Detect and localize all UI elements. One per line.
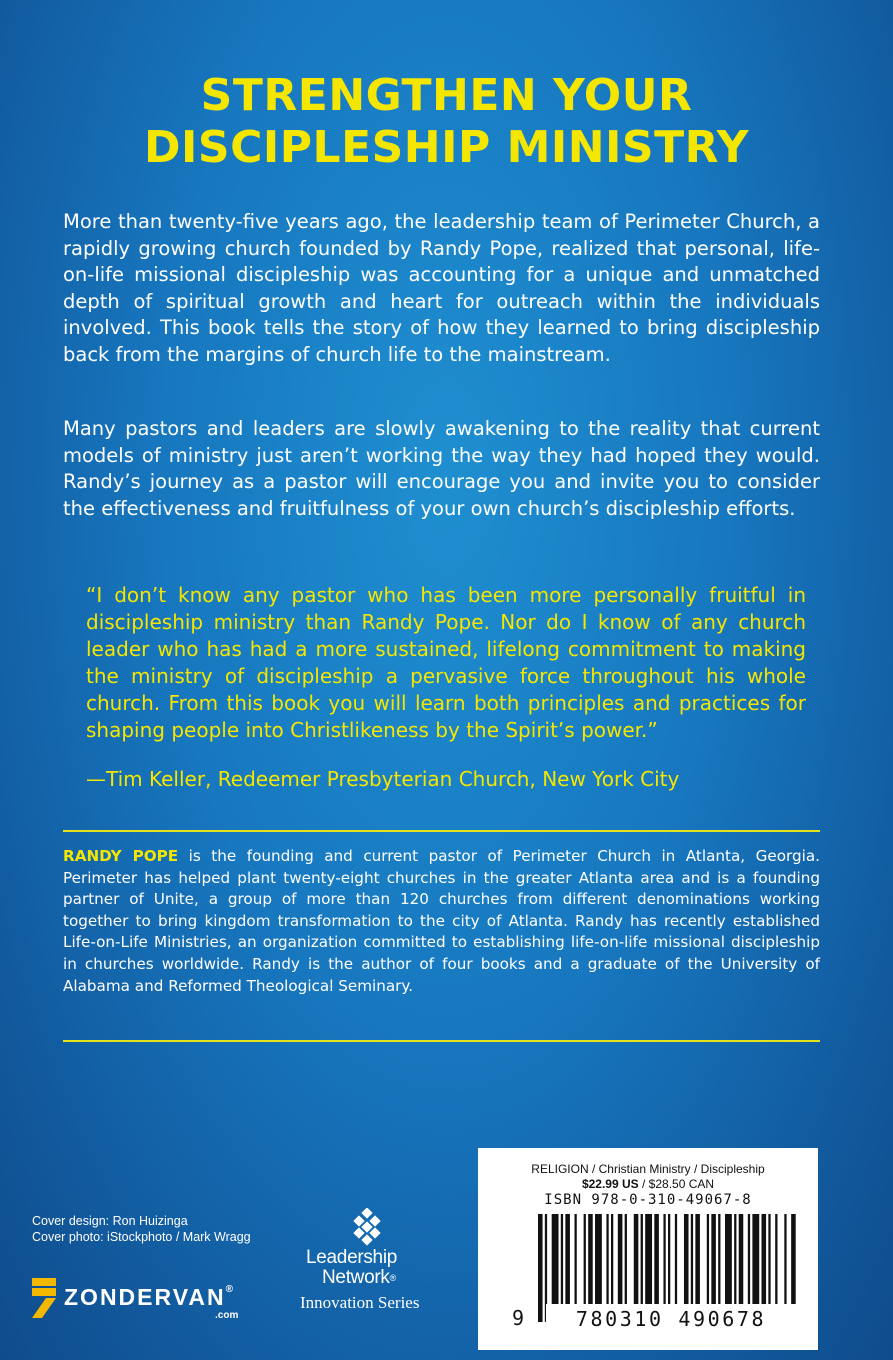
bio-divider-top <box>63 830 820 832</box>
headline-line-2: DISCIPLESHIP MINISTRY <box>144 122 749 173</box>
endorsement-quote: “I don’t know any pastor who has been more personally fruitful in discipleship ministry than Randy Pope. Nor do I know of any church leader who has had a more sustained, lifelong commitment to making the ministry of discipleship a pervasive force throughout his whole church. From this book you will learn both principles and practices for shaping people into Christlikeness by the Spirit’s power.” <box>86 583 806 742</box>
cover-design-credit: Cover design: Ron Huizinga <box>32 1214 188 1228</box>
description-paragraph-1: More than twenty-five years ago, the leadership team of Perimeter Church, a rapidly growing church founded by Randy Pope, realized that personal, life-on-life missional discipleship was accounting for a unique and unmatched depth of spiritual growth and heart for outreach within the individuals involved. This book tells the story of how they learned to bring discipleship back from the margins of church life to the mainstream. <box>63 210 820 366</box>
zondervan-logo <box>32 1272 282 1322</box>
bisac-category: RELIGION / Christian Ministry / Discipleship <box>531 1162 765 1176</box>
author-name: RANDY POPE <box>63 847 179 865</box>
price-line: $22.99 US / $28.50 CAN <box>581 1177 715 1191</box>
cover-headline <box>0 70 893 174</box>
cover-credits <box>32 1213 251 1245</box>
leadership-network-logo <box>300 1208 450 1328</box>
zondervan-mark-icon <box>32 1278 56 1318</box>
author-bio <box>63 846 820 997</box>
isbn-text: ISBN 978-0-310-49067-8 <box>544 1192 752 1208</box>
publisher-suffix: .com <box>215 1310 239 1321</box>
bio-divider-bottom <box>63 1040 820 1042</box>
leadership-network-mark-icon <box>348 1208 386 1246</box>
series-logo-line-3: Innovation Series <box>300 1293 420 1312</box>
barcode-panel <box>478 1148 818 1350</box>
barcode-bar <box>538 1214 543 1322</box>
description-paragraph-2: Many pastors and leaders are slowly awakening to the reality that current models of ministry just aren’t working the way they had hoped they would. Randy’s journey as a pastor will encourage you and invite you to consider the effectiveness and fruitfulness of your own church’s discipleship efforts. <box>63 417 820 520</box>
publisher-name: ZONDERVAN® <box>64 1284 235 1310</box>
barcode-lead-digit: 9 <box>512 1306 525 1330</box>
series-logo-line-2: Network® <box>322 1267 396 1288</box>
barcode-digits: 780310 490678 <box>546 1304 796 1334</box>
author-bio-text: is the founding and current pastor of Perimeter Church in Atlanta, Georgia. Perimeter has helped plant twenty-eight churches in the greater Atlanta area and is a founding partner of Unite, a group of more than 120 churches from different denominations working together to bring kingdom transformation to the city of Atlanta. Randy has recently established Life-on-Life Ministries, an organization committed to establishing life-on-life missional discipleship in churches worldwide. Randy is the author of four books and a graduate of the University of Alabama and Reformed Theological Seminary. <box>63 847 820 995</box>
headline-line-1: STRENGTHEN YOUR <box>200 70 693 121</box>
endorsement-attribution: —Tim Keller, Redeemer Presbyterian Church, New York City <box>86 767 680 791</box>
series-logo-line-1: Leadership <box>306 1247 398 1268</box>
cover-photo-credit: Cover photo: iStockphoto / Mark Wragg <box>32 1230 251 1244</box>
